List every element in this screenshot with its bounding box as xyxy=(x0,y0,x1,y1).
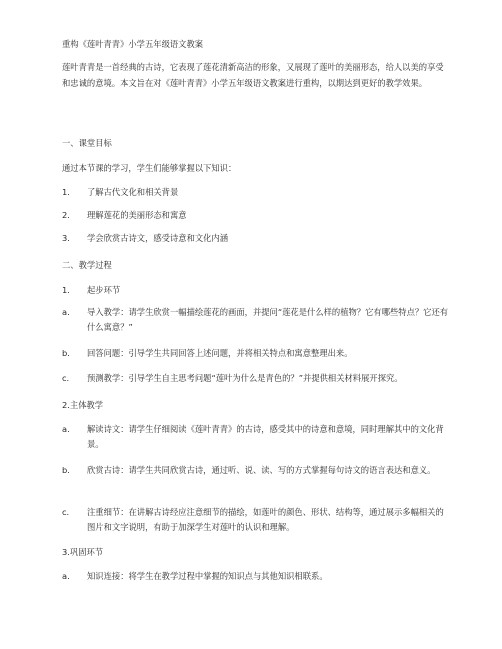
process-text: 预测教学：引导学生自主思考问题“莲叶为什么是青色的？”并提供相关材料展开探究。 xyxy=(87,373,403,383)
list-marker: a. xyxy=(62,424,70,434)
list-marker: 3. xyxy=(62,233,70,243)
subsection-title: 起步环节 xyxy=(87,285,121,295)
section-heading-objectives: 一、课堂目标 xyxy=(62,138,112,148)
process-text: 注重细节：在讲解古诗经应注意细节的描绘，如莲叶的颜色、形状、结构等，通过展示多幅相关的图片和文字说明，有助于加深学生对莲叶的认识和理解。 xyxy=(87,507,444,532)
process-item xyxy=(62,569,450,584)
subsection-heading: 3.巩固环节 xyxy=(62,547,104,557)
process-text: 知识连接：将学生在教学过程中掌握的知识点与其他知识相联系。 xyxy=(87,571,328,581)
process-text: 欣赏古诗：请学生共同欣赏古诗，通过听、说、读、写的方式掌握每句诗文的语言表达和意义。 xyxy=(87,465,436,475)
process-item xyxy=(62,463,450,478)
process-text: 解读诗文：请学生仔细阅读《莲叶青青》的古诗，感受其中的诗意和意境，同时理解其中的文化背景。 xyxy=(87,424,444,449)
document-title: 重构《莲叶青青》小学五年级语文教案 xyxy=(62,39,204,49)
intro-paragraph: 莲叶青青是一首经典的古诗，它表现了莲花清新高洁的形象，又展现了莲叶的美丽形态，给人以美的享受和忠诚的意境。本文旨在对《莲叶青青》小学五年级语文教案进行重构，以期达到更好的教学效果。 xyxy=(62,62,444,88)
subsection-heading xyxy=(62,283,450,298)
section-heading-process: 二、教学过程 xyxy=(62,260,112,270)
list-marker: 1. xyxy=(62,187,70,197)
list-marker: a. xyxy=(62,571,70,581)
objective-text: 了解古代文化和相关背景 xyxy=(87,187,179,197)
objective-text: 理解莲花的美丽形态和寓意 xyxy=(87,210,187,220)
objective-item xyxy=(62,231,450,246)
list-marker: b. xyxy=(62,465,70,475)
process-item xyxy=(62,422,450,452)
list-marker: 1. xyxy=(62,285,70,295)
objective-text: 学会欣赏古诗文，感受诗意和文化内涵 xyxy=(87,233,229,243)
list-marker: c. xyxy=(62,507,70,517)
process-text: 回答问题：引导学生共同回答上述问题，并将相关特点和寓意整理出来。 xyxy=(87,348,353,358)
process-item xyxy=(62,305,450,335)
subsection-heading: 2.主体教学 xyxy=(62,400,104,410)
objectives-lead: 通过本节课的学习，学生们能够掌握以下知识： xyxy=(62,163,237,173)
list-marker: b. xyxy=(62,348,70,358)
list-marker: c. xyxy=(62,373,70,383)
process-item xyxy=(62,371,450,386)
objective-item xyxy=(62,208,450,223)
process-item xyxy=(62,346,450,361)
list-marker: 2. xyxy=(62,210,70,220)
objective-item xyxy=(62,185,450,200)
process-text: 导入教学：请学生欣赏一幅描绘莲花的画面，并提问“莲花是什么样的植物？它有哪些特点？它还有什么寓意？” xyxy=(87,307,449,332)
list-marker: a. xyxy=(62,307,70,317)
process-item xyxy=(62,505,450,535)
